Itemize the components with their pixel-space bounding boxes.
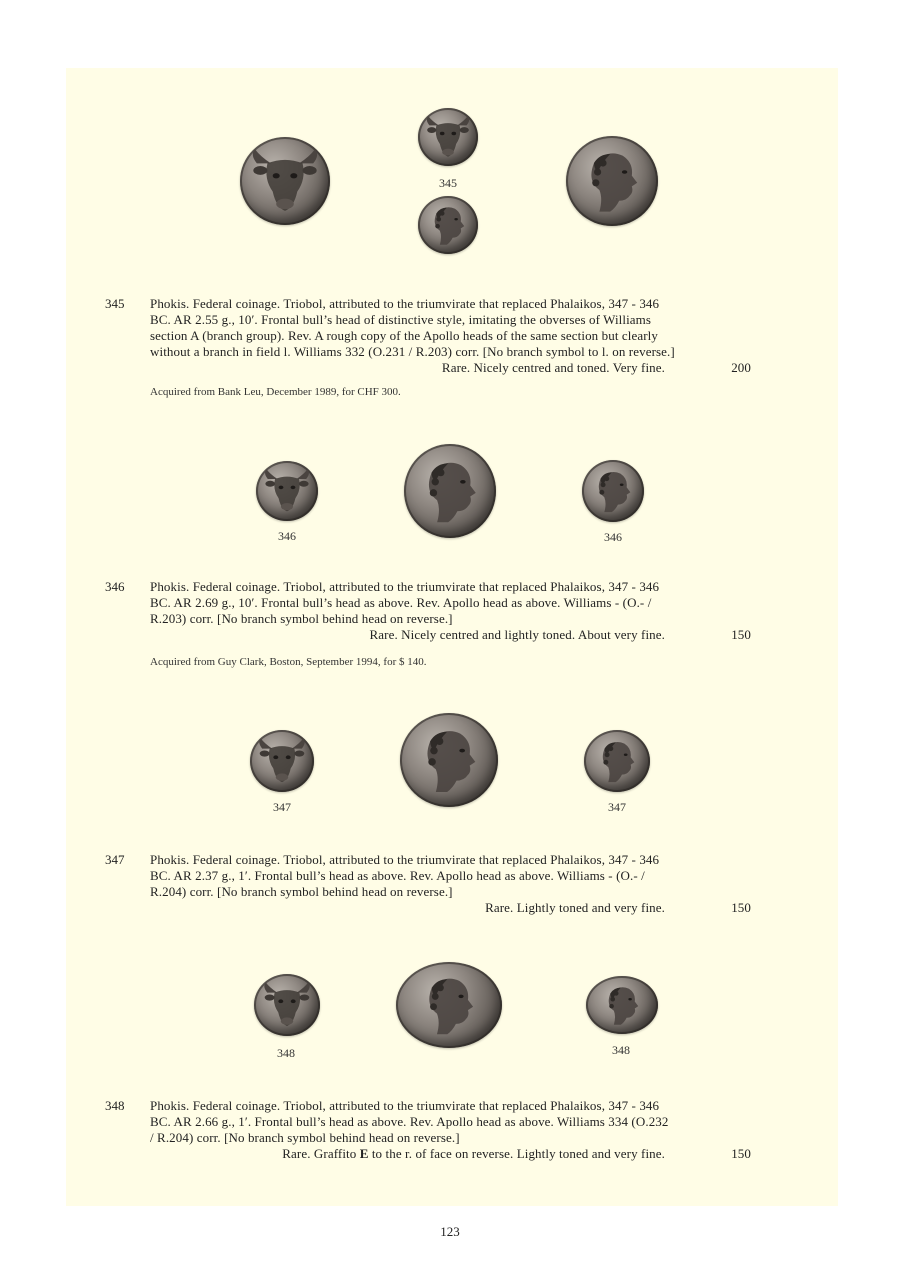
coin-346-reverse-large	[404, 444, 496, 538]
description-line: Phokis. Federal coinage. Triobol, attributed to the triumvirate that replaced Phalaikos, 347 - 346	[150, 1098, 660, 1113]
lot-description	[150, 852, 751, 916]
apollo-head-icon	[404, 444, 496, 538]
lot-number: 346	[105, 579, 125, 594]
apollo-head-icon	[400, 713, 498, 807]
coin-345-obverse-small	[418, 108, 478, 166]
description-line: Phokis. Federal coinage. Triobol, attributed to the triumvirate that replaced Phalaikos, 347 - 346	[150, 852, 660, 867]
coin-345-obverse-large	[240, 137, 330, 225]
description-line: BC. AR 2.69 g., 10′. Frontal bull’s head as above. Rev. Apollo head as above. Williams - (O.- /	[150, 595, 652, 610]
apollo-head-icon	[586, 976, 658, 1034]
apollo-head-icon	[396, 962, 502, 1048]
grade-prefix: Rare. Graffito	[282, 1146, 360, 1161]
bull-head-icon	[240, 137, 330, 225]
description-line: BC. AR 2.37 g., 1′. Frontal bull’s head as above. Rev. Apollo head as above. Williams - (O.- /	[150, 868, 645, 883]
grade-line	[150, 1146, 751, 1162]
coin-347-reverse-small	[584, 730, 650, 792]
apollo-head-icon	[582, 460, 644, 522]
lot-grade: Rare. Lightly toned and very fine.	[485, 900, 665, 915]
coin-347-obverse	[250, 730, 314, 792]
lot-description	[150, 1098, 751, 1162]
lot-grade	[282, 1146, 665, 1162]
lot-description	[150, 296, 751, 376]
apollo-head-icon	[418, 196, 478, 254]
lot-number: 347	[105, 852, 125, 867]
coin-label-348-right: 348	[612, 1043, 630, 1057]
graffito-letter: E	[359, 1146, 369, 1161]
coin-345-reverse-large	[566, 136, 658, 226]
lot-number: 348	[105, 1098, 125, 1113]
coin-348-reverse-small	[586, 976, 658, 1034]
coin-348-reverse-large	[396, 962, 502, 1048]
coin-label-346-right: 346	[604, 530, 622, 544]
description-line: BC. AR 2.66 g., 1′. Frontal bull’s head as above. Rev. Apollo head as above. Williams 334 (O.232	[150, 1114, 669, 1129]
grade-line	[150, 900, 751, 916]
description-line: R.204) corr. [No branch symbol behind head on reverse.]	[150, 884, 453, 899]
lot-grade: Rare. Nicely centred and toned. Very fine.	[441, 360, 665, 375]
description-line: Phokis. Federal coinage. Triobol, attributed to the triumvirate that replaced Phalaikos, 347 - 346	[150, 296, 660, 311]
grade-line	[150, 627, 751, 643]
coin-346-reverse-small	[582, 460, 644, 522]
grade-line	[150, 360, 751, 376]
description-line: without a branch in field l. Williams 332 (O.231 / R.203) corr. [No branch symbol to l. on reverse.]	[150, 344, 675, 359]
description-line: BC. AR 2.55 g., 10′. Frontal bull’s head of distinctive style, imitating the obverses of Williams	[150, 312, 652, 327]
bull-head-icon	[250, 730, 314, 792]
description-line: R.203) corr. [No branch symbol behind head on reverse.]	[150, 611, 453, 626]
bull-head-icon	[256, 461, 318, 521]
description-line: / R.204) corr. [No branch symbol behind head on reverse.]	[150, 1130, 460, 1145]
coin-label-345: 345	[439, 176, 457, 190]
lot-number: 345	[105, 296, 125, 311]
coin-label-346-left: 346	[278, 529, 296, 543]
coin-346-obverse	[256, 461, 318, 521]
bull-head-icon	[254, 974, 320, 1036]
coin-347-reverse-large	[400, 713, 498, 807]
grade-suffix: to the r. of face on reverse. Lightly toned and very fine.	[368, 1146, 665, 1161]
lot-price: 150	[731, 900, 751, 915]
lot-price: 150	[731, 1146, 751, 1161]
bull-head-icon	[418, 108, 478, 166]
lot-345-provenance: Acquired from Bank Leu, December 1989, for CHF 300.	[150, 386, 401, 398]
coin-348-obverse	[254, 974, 320, 1036]
coin-label-348-left: 348	[277, 1046, 295, 1060]
lot-price: 200	[731, 360, 751, 375]
lot-price: 150	[731, 627, 751, 642]
page-number: 123	[440, 1224, 460, 1239]
apollo-head-icon	[584, 730, 650, 792]
description-line: section A (branch group). Rev. A rough copy of the Apollo heads of the same section but clearly	[150, 328, 658, 343]
description-line: Phokis. Federal coinage. Triobol, attributed to the triumvirate that replaced Phalaikos, 347 - 346	[150, 579, 660, 594]
lot-description	[150, 579, 751, 643]
apollo-head-icon	[566, 136, 658, 226]
lot-346-provenance: Acquired from Guy Clark, Boston, September 1994, for $ 140.	[150, 656, 427, 668]
coin-label-347-right: 347	[608, 800, 626, 814]
coin-label-347-left: 347	[273, 800, 291, 814]
coin-345-reverse-small	[418, 196, 478, 254]
lot-grade: Rare. Nicely centred and lightly toned. About very fine.	[369, 627, 665, 642]
